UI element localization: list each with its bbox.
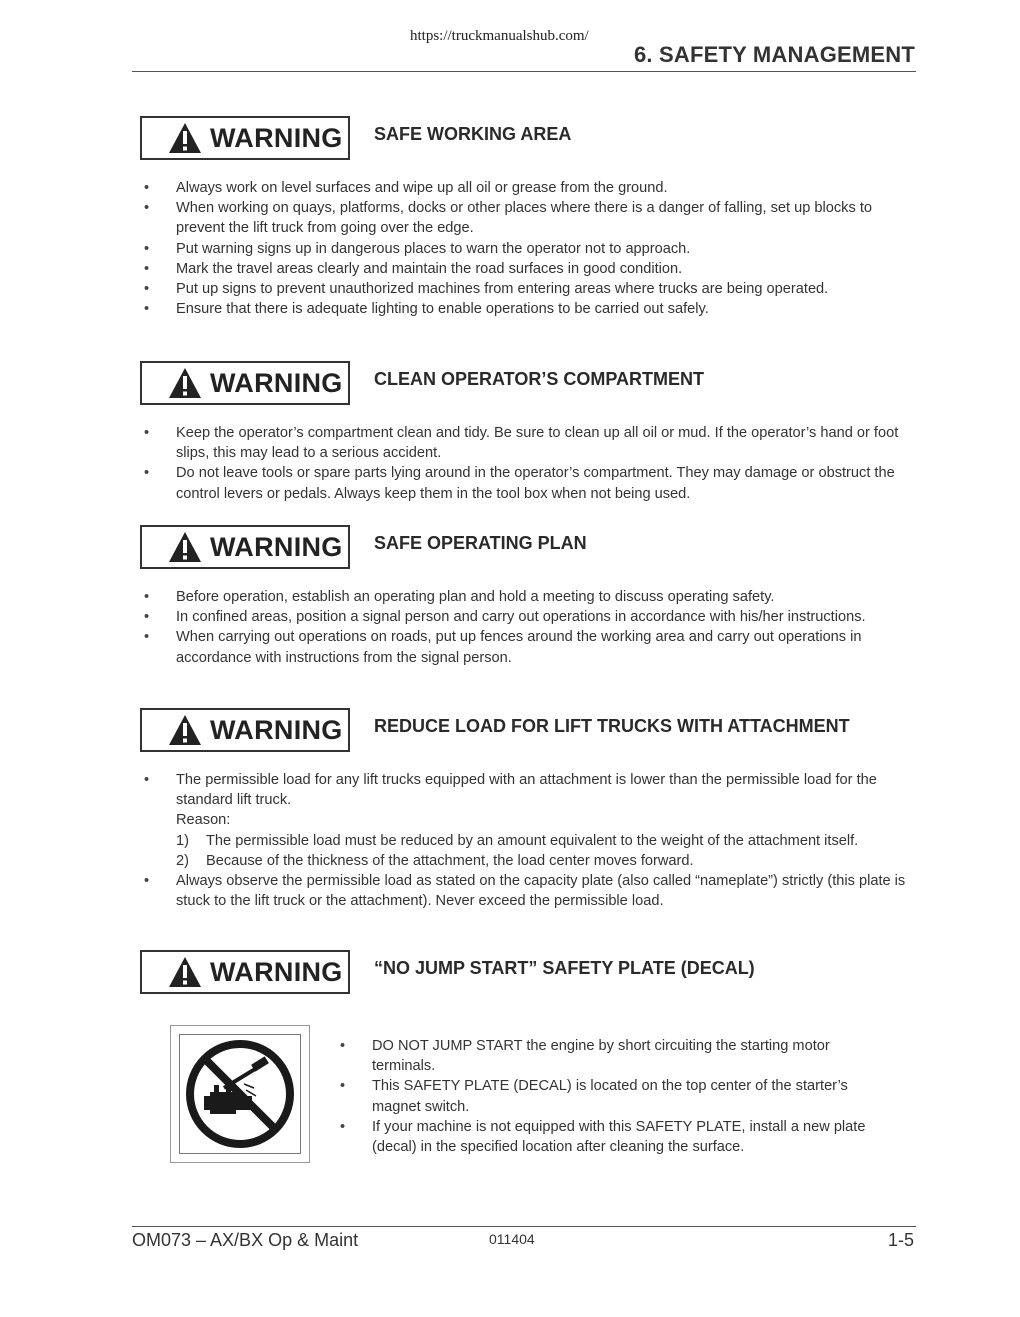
warning-label: WARNING [210, 956, 343, 987]
header-rule [132, 71, 916, 72]
reason-item [176, 831, 915, 851]
footer-date-code: 011404 [489, 1231, 535, 1247]
warning-badge [140, 116, 350, 160]
list-item: • In confined areas, position a signal person and carry out operations in accordance with his/her instructions. [140, 607, 915, 627]
warning-badge [140, 361, 350, 405]
list-item: • Always observe the permissible load as stated on the capacity plate (also called “nameplate”) strictly (this plate is stuck to the lift truck or the attachment). Never exceed the permissible load. [140, 871, 915, 911]
warning-badge [140, 950, 350, 994]
warning-badge [140, 708, 350, 752]
warning-triangle-icon [168, 531, 202, 563]
reason-item [176, 851, 915, 871]
list-item: • Always work on level surfaces and wipe up all oil or grease from the ground. [140, 178, 915, 198]
bullet-list [140, 770, 915, 911]
warning-section-no-jump-start [140, 950, 915, 1000]
warning-header [140, 708, 915, 758]
warning-section-reduce-load [140, 708, 915, 911]
bullet-list [140, 423, 915, 504]
warning-header [140, 525, 915, 575]
warning-header [140, 116, 915, 166]
list-item: • When carrying out operations on roads, put up fences around the working area and carry out operations in accordance with instructions from the signal person. [140, 627, 915, 667]
list-item: • Do not leave tools or spare parts lying around in the operator’s compartment. They may damage or obstruct the control levers or pedals. Always keep them in the tool box when not being used. [140, 463, 915, 503]
warning-triangle-icon [168, 956, 202, 988]
reason-text: Because of the thickness of the attachment, the load center moves forward. [206, 852, 694, 869]
reason-label: Reason: [176, 812, 231, 829]
warning-section-clean-compartment [140, 361, 915, 504]
list-item: • When working on quays, platforms, docks or other places where there is a danger of falling, set up blocks to prevent the lift truck from going over the edge. [140, 198, 915, 238]
warning-label: WARNING [210, 531, 343, 562]
no-jump-start-decal [170, 1025, 310, 1163]
warning-section-safe-working-area [140, 116, 915, 319]
warning-heading: “NO JUMP START” SAFETY PLATE (DECAL) [374, 958, 755, 978]
warning-heading: REDUCE LOAD FOR LIFT TRUCKS WITH ATTACHMENT [374, 716, 850, 736]
list-item: • DO NOT JUMP START the engine by short circuiting the starting motor terminals. [336, 1036, 896, 1076]
list-item: • Keep the operator’s compartment clean and tidy. Be sure to clean up all oil or mud. If the operator’s hand or foot slips, this may lead to a serious accident. [140, 423, 915, 463]
warning-badge [140, 525, 350, 569]
warning-heading: SAFE OPERATING PLAN [374, 533, 587, 553]
source-url: https://truckmanualshub.com/ [410, 28, 589, 44]
reason-text: The permissible load must be reduced by an amount equivalent to the weight of the attachment itself. [206, 832, 859, 849]
bullet-list [140, 178, 915, 319]
no-jump-start-bullets [336, 1036, 896, 1157]
warning-label: WARNING [210, 122, 343, 153]
warning-triangle-icon [168, 122, 202, 154]
warning-header [140, 361, 915, 411]
bullet-list [336, 1036, 896, 1157]
warning-header [140, 950, 915, 1000]
list-item: • Put warning signs up in dangerous places to warn the operator not to approach. [140, 239, 915, 259]
warning-heading: SAFE WORKING AREA [374, 124, 572, 144]
list-item: • Put up signs to prevent unauthorized machines from entering areas where trucks are being operated. [140, 279, 915, 299]
list-item: • Ensure that there is adequate lighting to enable operations to be carried out safely. [140, 299, 915, 319]
list-item: • If your machine is not equipped with this SAFETY PLATE, install a new plate (decal) in the specified location after cleaning the surface. [336, 1117, 896, 1157]
page-number: 1-5 [887, 1230, 914, 1250]
reason-number: 2) [176, 852, 189, 869]
bullet-list [140, 587, 915, 668]
bullet-text: The permissible load for any lift trucks equipped with an attachment is lower than the permissible load for the standard lift truck. [176, 772, 877, 809]
warning-triangle-icon [168, 714, 202, 746]
warning-label: WARNING [210, 714, 343, 745]
footer-rule [132, 1226, 916, 1227]
section-title: 6. SAFETY MANAGEMENT [633, 42, 915, 67]
list-item: • Mark the travel areas clearly and maintain the road surfaces in good condition. [140, 259, 915, 279]
warning-triangle-icon [168, 367, 202, 399]
no-jump-start-icon [184, 1038, 296, 1150]
list-item [140, 770, 915, 871]
list-item: • Before operation, establish an operating plan and hold a meeting to discuss operating safety. [140, 587, 915, 607]
warning-section-operating-plan [140, 525, 915, 668]
list-item: • This SAFETY PLATE (DECAL) is located on the top center of the starter’s magnet switch. [336, 1076, 896, 1116]
reason-number: 1) [176, 832, 189, 849]
footer-manual-id: OM073 – AX/BX Op & Maint [132, 1230, 359, 1250]
warning-heading: CLEAN OPERATOR’S COMPARTMENT [374, 369, 705, 389]
warning-label: WARNING [210, 367, 343, 398]
